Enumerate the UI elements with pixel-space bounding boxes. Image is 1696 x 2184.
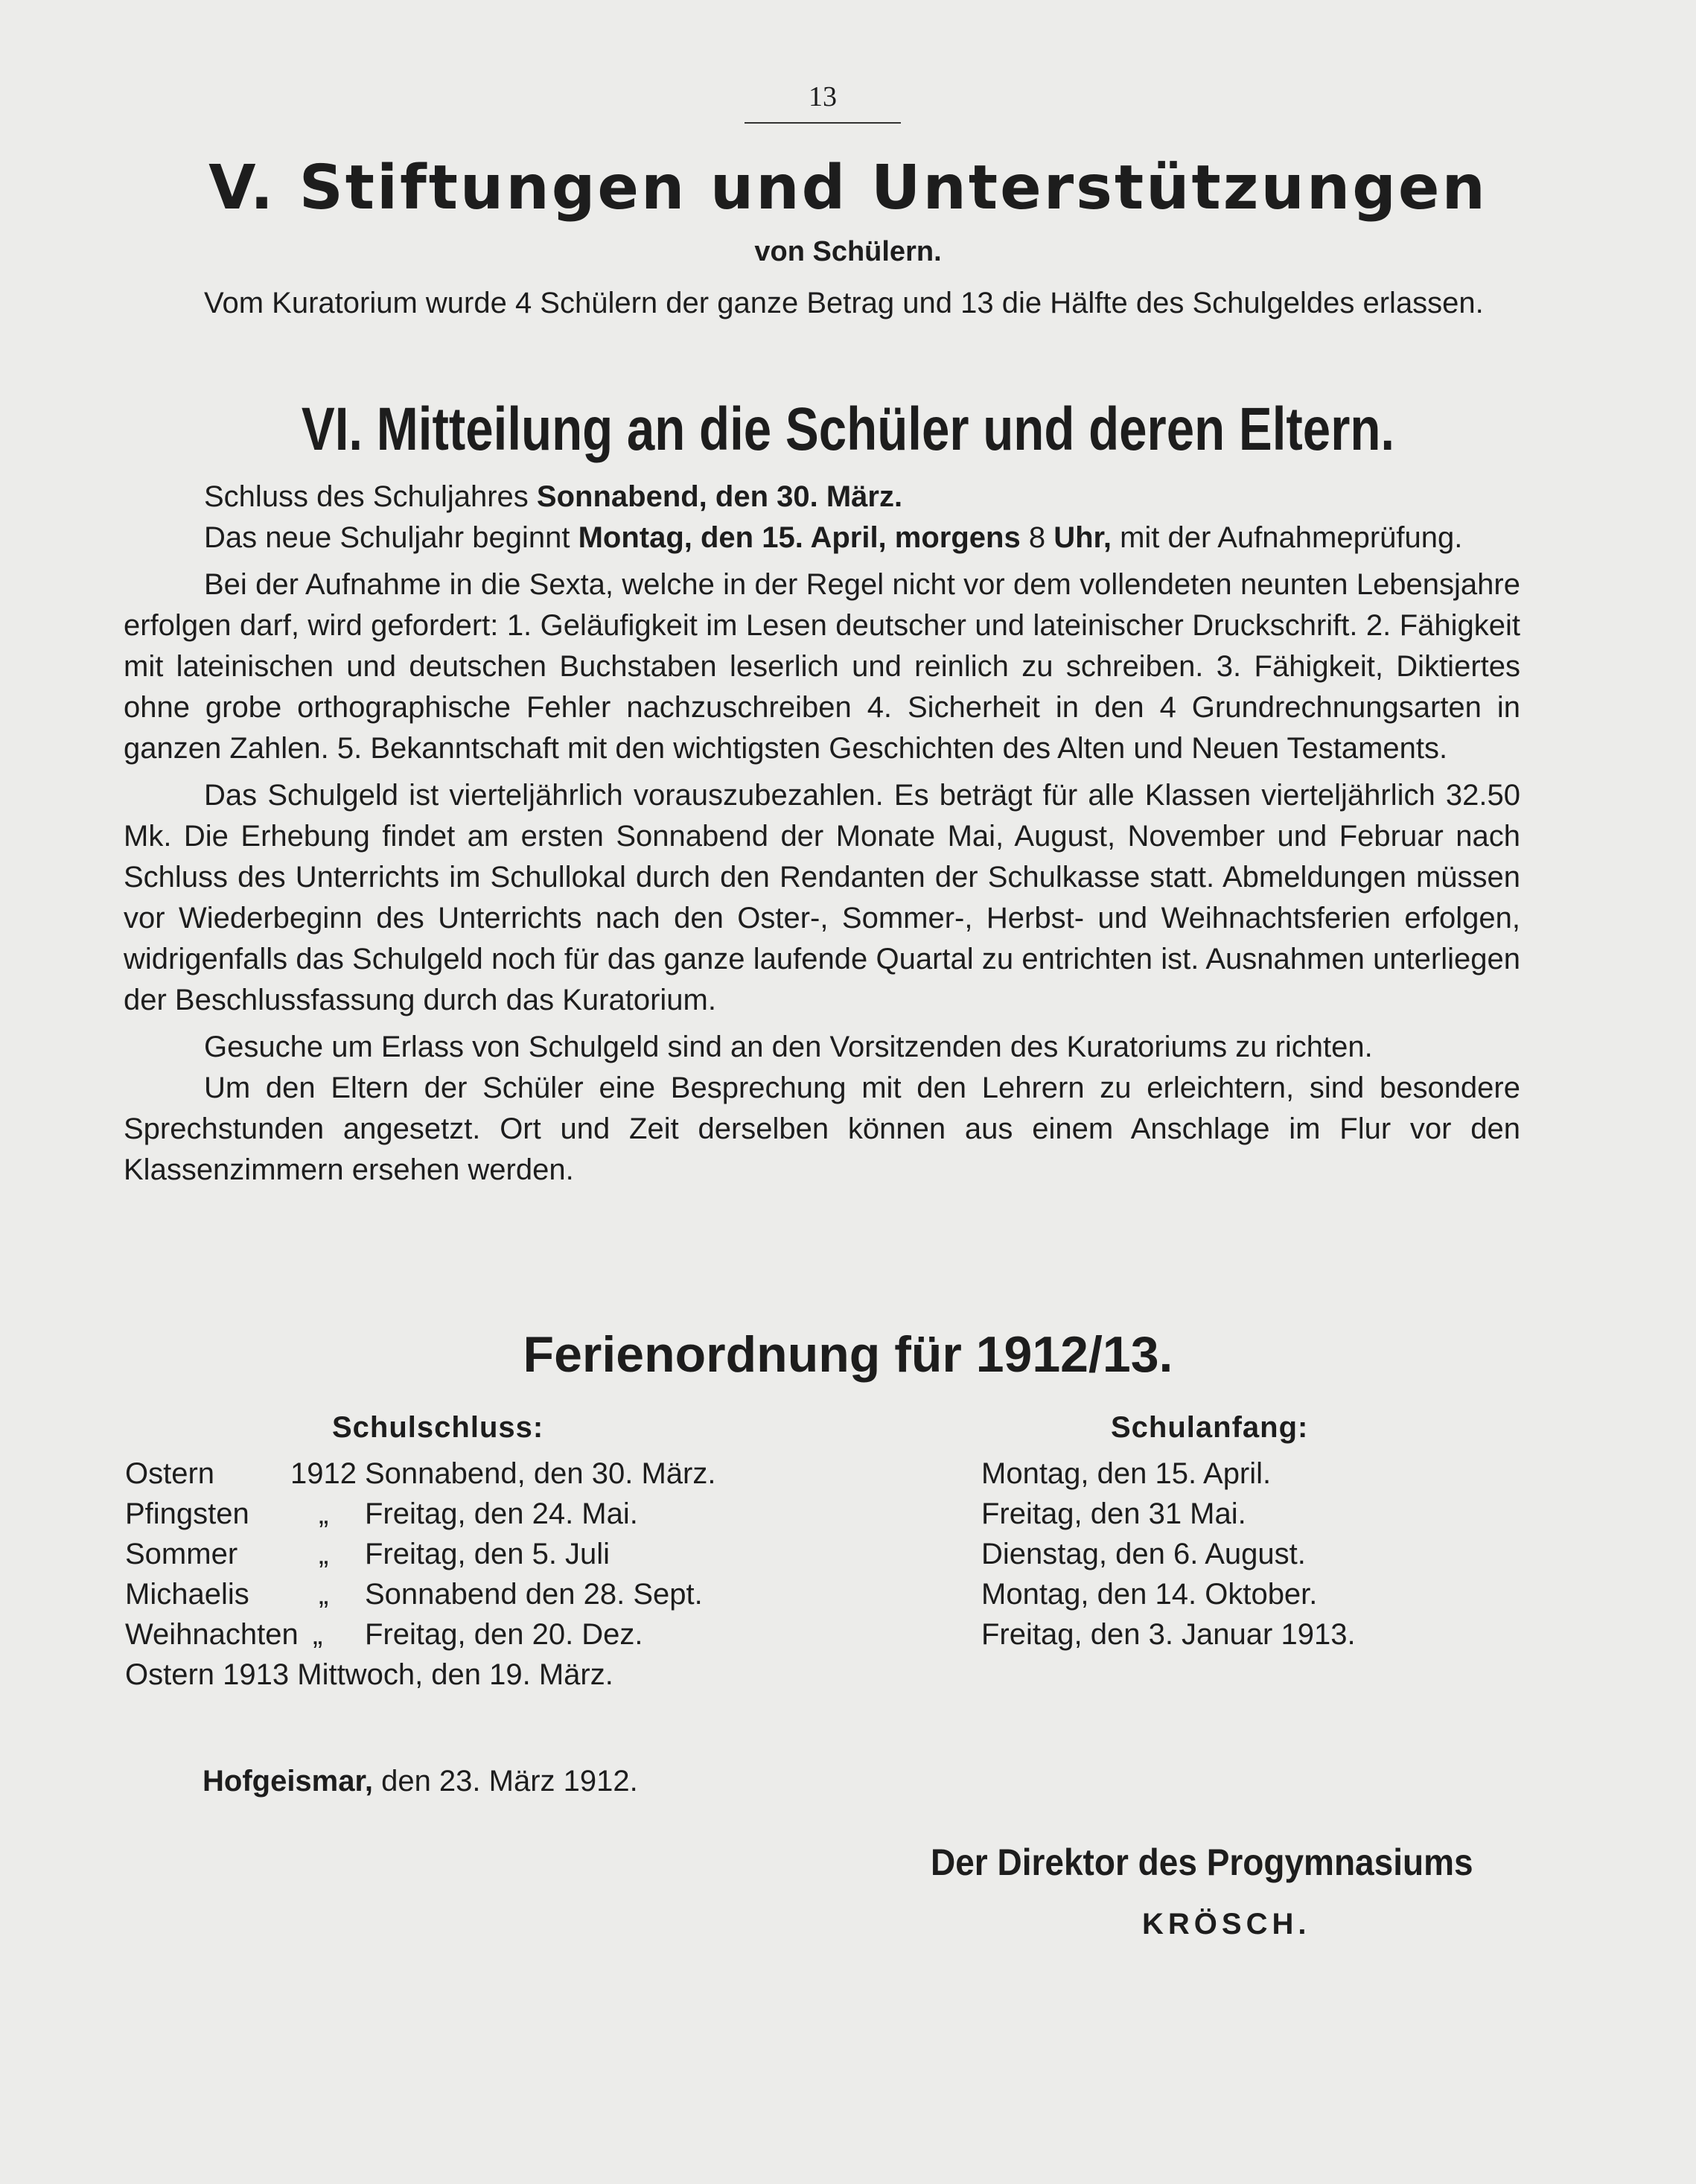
holiday-name: Weihnachten [125,1618,299,1651]
place-and-date [203,1765,638,1798]
signature-title: Der Direktor des Progymnasiums [931,1841,1473,1883]
holiday-year: „ [313,1618,323,1651]
holiday-year: „ [319,1538,329,1570]
school-start-column-header: Schulanfang: [1111,1411,1309,1444]
holiday-last-row-text: Ostern 1913 Mittwoch, den 19. März. [125,1658,613,1691]
holiday-start-date: Montag, den 15. April. [981,1457,1272,1490]
school-year-start-date: Montag, den 15. April, morgens [578,521,1021,554]
holiday-name: Pfingsten [125,1497,249,1530]
holiday-start-date: Montag, den 14. Oktober. [981,1578,1318,1611]
holiday-close-date: Sonnabend, den 30. März. [365,1457,716,1490]
place: Hofgeismar, [203,1765,373,1798]
school-fee-paragraph: Das Schulgeld ist vierteljährlich vorauszubezahlen. Es beträgt für alle Klassen vierteljährlich 32.50 Mk. Die Erhebung findet am ersten Sonnabend der Monate Mai, August, November und Februar nach Schluss des Unterrichts im Schullokal durch den Rendanten der Schulkasse statt. Abmeldungen müssen vor Wiederbeginn des Unterrichts nach den Oster-, Sommer-, Herbst- und Weihnachtsferien erfolgen, widrigenfalls das Schulgeld noch für das ganze laufende Quartal zu entrichten ist. Ausnahmen unterliegen der Beschlussfassung durch das Kuratorium. [124,779,1520,1016]
holiday-close-date: Freitag, den 5. Juli [365,1538,611,1570]
holiday-year: 1912 [290,1457,357,1490]
signature-name: KRÖSCH. [1142,1908,1311,1941]
school-year-start-uhr: Uhr, [1053,521,1112,554]
school-year-end-text: Schluss des Schuljahres [204,480,537,513]
section-5-subheading: von Schülern. [754,236,942,267]
section-5-heading: V. Stiftungen und Unterstützungen [208,153,1488,223]
holiday-year: „ [319,1497,329,1530]
page-number: 13 [745,80,901,124]
school-year-start-paragraph [124,518,1520,558]
school-year-start-rest: mit der Aufnahmeprüfung. [1111,521,1463,554]
date: den 23. März 1912. [372,1765,638,1798]
holiday-close-date: Sonnabend den 28. Sept. [365,1578,703,1611]
holiday-year: „ [319,1578,329,1611]
school-year-end-paragraph [124,477,1520,518]
section-5-paragraph: Vom Kuratorium wurde 4 Schülern der ganze Betrag und 13 die Hälfte des Schulgeldes erlassen. [204,287,1484,319]
fee-waiver-paragraph: Gesuche um Erlass von Schulgeld sind an den Vorsitzenden des Kuratoriums zu richten. [204,1031,1373,1063]
holiday-close-date: Freitag, den 24. Mai. [365,1497,638,1530]
school-year-start-text: Das neue Schuljahr beginnt [204,521,578,554]
holiday-name: Sommer [125,1538,238,1570]
admission-requirements-paragraph: Bei der Aufnahme in die Sexta, welche in der Regel nicht vor dem vollendeten neunten Lebensjahre erfolgen darf, wird gefordert: 1. Geläufigkeit im Lesen deutscher und lateinischer Druckschrift. 2. Fähigkeit mit lateinischen und deutschen Buchstaben leserlich und reinlich zu schreiben. 3. Fähigkeit, Diktiertes ohne grobe orthographische Fehler nachzuschreiben 4. Sicherheit in den 4 Grundrechnungsarten in ganzen Zahlen. 5. Bekanntschaft mit den wichtigsten Geschichten des Alten und Neuen Testaments. [124,568,1520,765]
holiday-close-date: Freitag, den 20. Dez. [365,1618,643,1651]
section-6-body [124,477,1520,1191]
holiday-start-date: Freitag, den 31 Mai. [981,1497,1246,1530]
section-5-body [124,283,1520,324]
school-close-column-header: Schulschluss: [332,1411,544,1444]
section-6-heading: VI. Mitteilung an die Schüler und deren Eltern. [301,395,1395,463]
consultation-paragraph: Um den Eltern der Schüler eine Besprechung mit den Lehrern zu erleichtern, sind besondere Sprechstunden angesetzt. Ort und Zeit derselben können aus einem Anschlage im Flur vor den Klassenzimmern ersehen werden. [124,1072,1520,1186]
holiday-name: Ostern [125,1457,215,1490]
holiday-start-date: Freitag, den 3. Januar 1913. [981,1618,1356,1651]
school-year-start-hour: 8 [1020,521,1054,554]
holiday-start-date: Dienstag, den 6. August. [981,1538,1306,1570]
holiday-name: Michaelis [125,1578,249,1611]
holiday-schedule-heading: Ferienordnung für 1912/13. [523,1326,1173,1383]
school-year-end-date: Sonnabend, den 30. März. [536,480,903,513]
